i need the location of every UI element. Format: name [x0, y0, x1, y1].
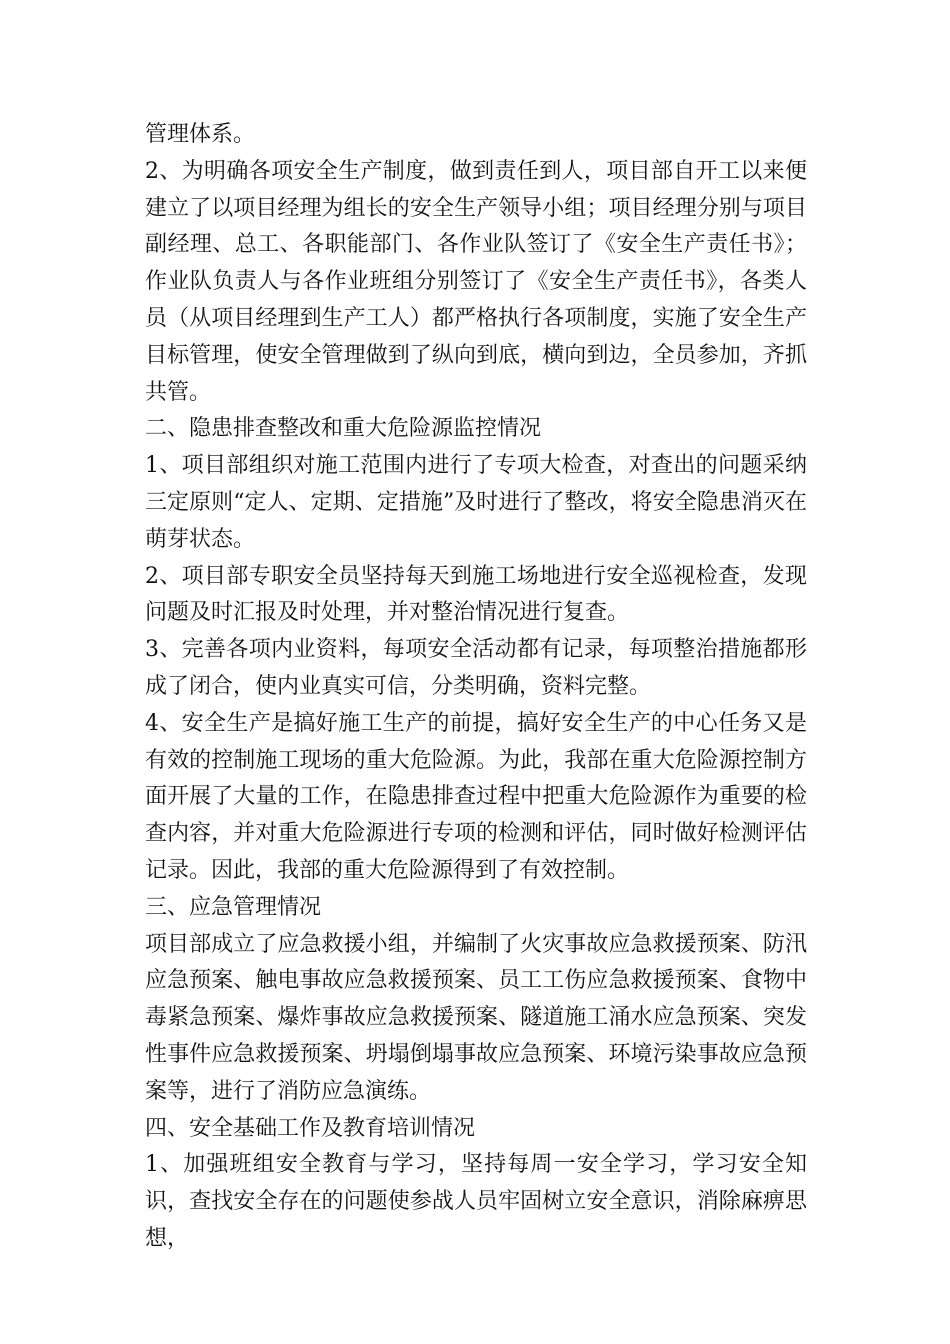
paragraph-responsibility: 2、为明确各项安全生产制度，做到责任到人，项目部自开工以来便建立了以项目经理为组长的安全生产领导小组；项目经理分别与项目副经理、总工、各职能部门、各作业队签订了《安全生产责任书》；作业队负责人与各作业班组分别签订了《安全生产责任书》，各类人员（从项目经理到生产工人）都严格执行各项制度，实施了安全生产目标管理，使安全管理做到了纵向到底，横向到边，全员参加，齐抓共管。: [145, 158, 807, 405]
section-heading-training: 四、安全基础工作及教育培训情况: [145, 1115, 476, 1141]
paragraph-hazard-control: 4、安全生产是搞好施工生产的前提，搞好安全生产的中心任务又是有效的控制施工现场的重大危险源。为此，我部在重大危险源控制方面开展了大量的工作，在隐患排查过程中把重大危险源作为重要的检查内容，并对重大危险源进行专项的检测和评估，同时做好检测评估记录。因此，我部的重大危险源得到了有效控制。: [145, 710, 807, 883]
paragraph-team-education: 1、加强班组安全教育与学习，坚持每周一安全学习，学习安全知识，查找安全存在的问题使参战人员牢固树立安全意识，消除麻痹思想，: [145, 1152, 807, 1251]
document-body: [145, 117, 807, 1258]
section-heading-emergency: 三、应急管理情况: [145, 894, 322, 920]
paragraph-records: 3、完善各项内业资料，每项安全活动都有记录，每项整治措施都形成了闭合，使内业真实可信，分类明确，资料完整。: [145, 637, 807, 699]
paragraph-inspection: 1、项目部组织对施工范围内进行了专项大检查，对查出的问题采纳三定原则“定人、定期、定措施”及时进行了整改，将安全隐患消灭在萌芽状态。: [145, 453, 807, 552]
paragraph-continuation: 管理体系。: [145, 122, 256, 147]
paragraph-emergency-plans: 项目部成立了应急救援小组，并编制了火灾事故应急救援预案、防汛应急预案、触电事故应急救援预案、员工工伤应急救援预案、食物中毒紧急预案、爆炸事故应急救援预案、隧道施工涌水应急预案、突发性事件应急救援预案、坍塌倒塌事故应急预案、环境污染事故应急预案等，进行了消防应急演练。: [145, 931, 807, 1104]
paragraph-patrol: 2、项目部专职安全员坚持每天到施工场地进行安全巡视检查，发现问题及时汇报及时处理，并对整治情况进行复查。: [145, 563, 807, 626]
section-heading-hazard: 二、隐患排查整改和重大危险源监控情况: [145, 416, 542, 442]
